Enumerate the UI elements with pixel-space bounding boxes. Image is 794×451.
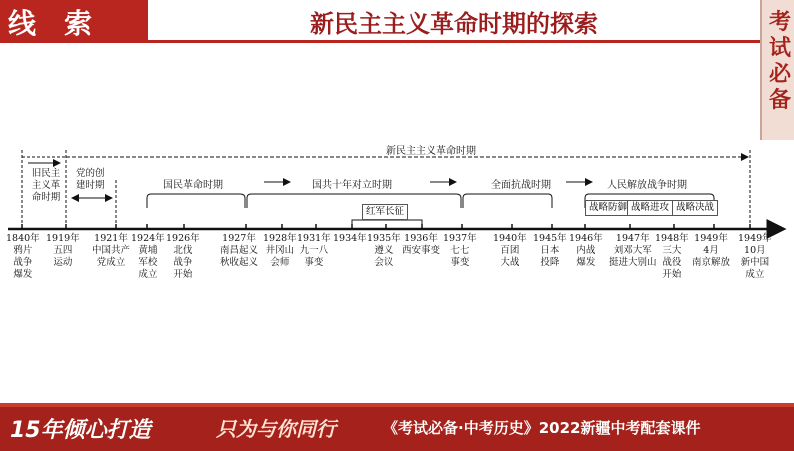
stage-defense: 战略防御 — [585, 200, 631, 216]
brace-ten-year — [247, 194, 461, 208]
old-period-label: 旧民主主义革命时期 — [31, 168, 61, 203]
brace-long-march — [352, 220, 422, 228]
brace-national — [147, 194, 245, 208]
span-label: 新民主主义革命时期 — [386, 146, 476, 157]
timeline — [0, 140, 794, 300]
phase-anti-japan: 全面抗战时期 — [491, 180, 551, 191]
phase-national: 国民革命时期 — [163, 180, 223, 191]
event-1940: 1940年 百团 大战 — [493, 233, 527, 268]
event-1935: 1935年 遵义 会议 — [367, 233, 401, 268]
side-tab — [760, 0, 794, 140]
header-bar — [0, 0, 760, 43]
page-title: 新民主主义革命时期的探索 — [310, 10, 598, 38]
event-1921: 1921年 中国共产 党成立 — [92, 233, 131, 268]
event-1937: 1937年 七七 事变 — [443, 233, 477, 268]
event-1927: 1927年 南昌起义 秋收起义 — [220, 233, 259, 268]
event-1924: 1924年 黄埔 军校 成立 — [131, 233, 165, 280]
brace-anti-japan — [463, 194, 552, 208]
long-march-box: 红军长征 — [362, 204, 408, 220]
party-founding-label: 党的创建时期 — [76, 168, 105, 191]
event-1947: 1947年 刘邓大军 挺进大别山 — [609, 233, 657, 268]
stage-decisive: 战略决战 — [672, 200, 718, 216]
section-tab-label: 线索 — [8, 7, 121, 40]
event-1948: 1948年 三大 战役 开始 — [655, 233, 689, 280]
footer-slogan-left: 15年倾心打造 — [10, 418, 151, 443]
event-1949-april: 1949年 4月 南京解放 — [692, 233, 731, 268]
phase-ten-year: 国共十年对立时期 — [312, 180, 392, 191]
event-1949-october: 1949年 10月 新中国 成立 — [738, 233, 772, 280]
phase-liberation: 人民解放战争时期 — [607, 180, 687, 191]
event-1945: 1945年 日本 投降 — [533, 233, 567, 268]
footer-bar — [0, 403, 794, 451]
event-1919: 1919年 五四 运动 — [46, 233, 80, 268]
event-1931: 1931年 九一八 事变 — [297, 233, 331, 268]
event-1946: 1946年 内战 爆发 — [569, 233, 603, 268]
side-tab-label: 考试必备 — [768, 10, 791, 113]
footer-course-title: 《考试必备·中考历史》2022新疆中考配套课件 — [383, 419, 701, 437]
footer-slogan-mid: 只为与你同行 — [216, 417, 336, 441]
stage-offense: 战略进攻 — [627, 200, 673, 216]
event-1934: 1934年 — [333, 233, 367, 244]
event-1928: 1928年 井冈山 会师 — [263, 233, 297, 268]
section-tab — [0, 0, 148, 42]
event-1936: 1936年 西安事变 — [402, 233, 441, 256]
event-1926: 1926年 北伐 战争 开始 — [166, 233, 200, 280]
event-1840: 1840年 鸦片 战争 爆发 — [6, 233, 40, 280]
